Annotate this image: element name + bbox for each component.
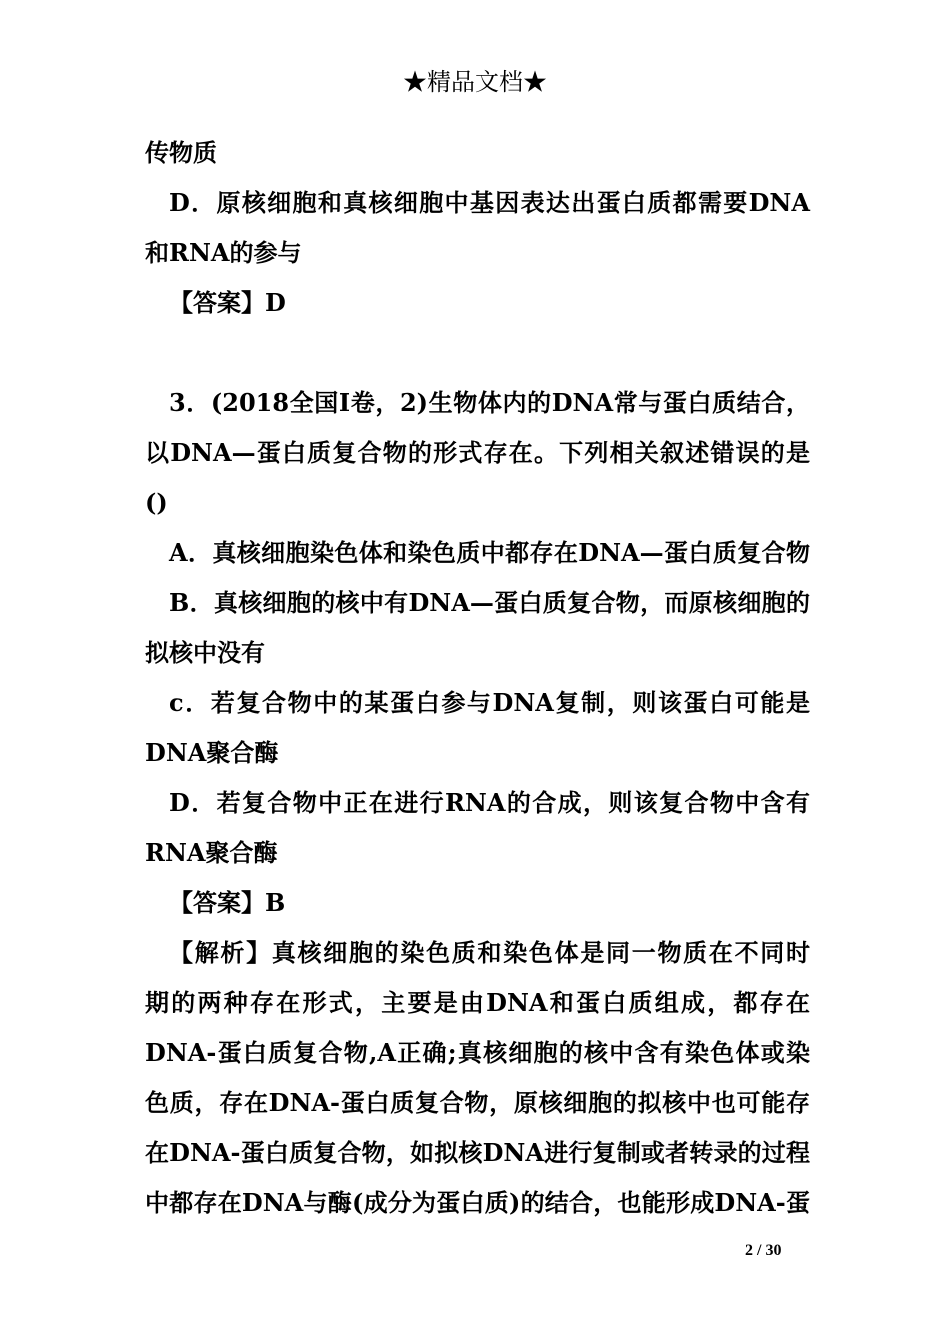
option-line: c．若复合物中的某蛋白参与DNA复制，则该蛋白可能是: [169, 688, 810, 717]
option-line: B．真核细胞的核中有DNA—蛋白质复合物，而原核细胞的: [169, 588, 810, 617]
analysis-line: 中都存在DNA与酶(成分为蛋白质)的结合，也能形成DNA-蛋: [145, 1188, 810, 1217]
option-line: RNA聚合酶: [145, 838, 278, 867]
analysis-line: DNA-蛋白质复合物,A正确;真核细胞的核中含有染色体或染: [145, 1038, 810, 1067]
answer-line: 【答案】B: [169, 888, 286, 917]
blank-line: [145, 328, 810, 378]
analysis-line: 期的两种存在形式，主要是由DNA和蛋白质组成，都存在: [145, 988, 810, 1017]
page-header-title: ★精品文档★: [403, 68, 547, 96]
question-line: 3．(2018全国Ⅰ卷，2)生物体内的DNA常与蛋白质结合，: [169, 388, 810, 417]
option-line: A．真核细胞染色体和染色质中都存在DNA—蛋白质复合物: [169, 538, 810, 567]
option-line: D．若复合物中正在进行RNA的合成，则该复合物中含有: [169, 788, 810, 817]
document-body: [145, 128, 810, 1228]
analysis-line: 色质，存在DNA-蛋白质复合物，原核细胞的拟核中也可能存: [145, 1088, 810, 1117]
answer-line: 【答案】D: [169, 288, 286, 317]
text-line: 传物质: [145, 138, 217, 167]
question-line: (): [145, 488, 168, 517]
text-line: 和RNA的参与: [145, 238, 302, 267]
option-line: 拟核中没有: [145, 638, 265, 667]
text-line: D．原核细胞和真核细胞中基因表达出蛋白质都需要DNA: [169, 188, 810, 217]
page-number: 2 / 30: [745, 1242, 782, 1259]
analysis-line: 在DNA-蛋白质复合物，如拟核DNA进行复制或者转录的过程: [145, 1138, 810, 1167]
analysis-line: 【解析】真核细胞的染色质和染色体是同一物质在不同时: [169, 938, 810, 967]
option-line: DNA聚合酶: [145, 738, 279, 767]
question-line: 以DNA—蛋白质复合物的形式存在。下列相关叙述错误的是: [145, 438, 810, 467]
